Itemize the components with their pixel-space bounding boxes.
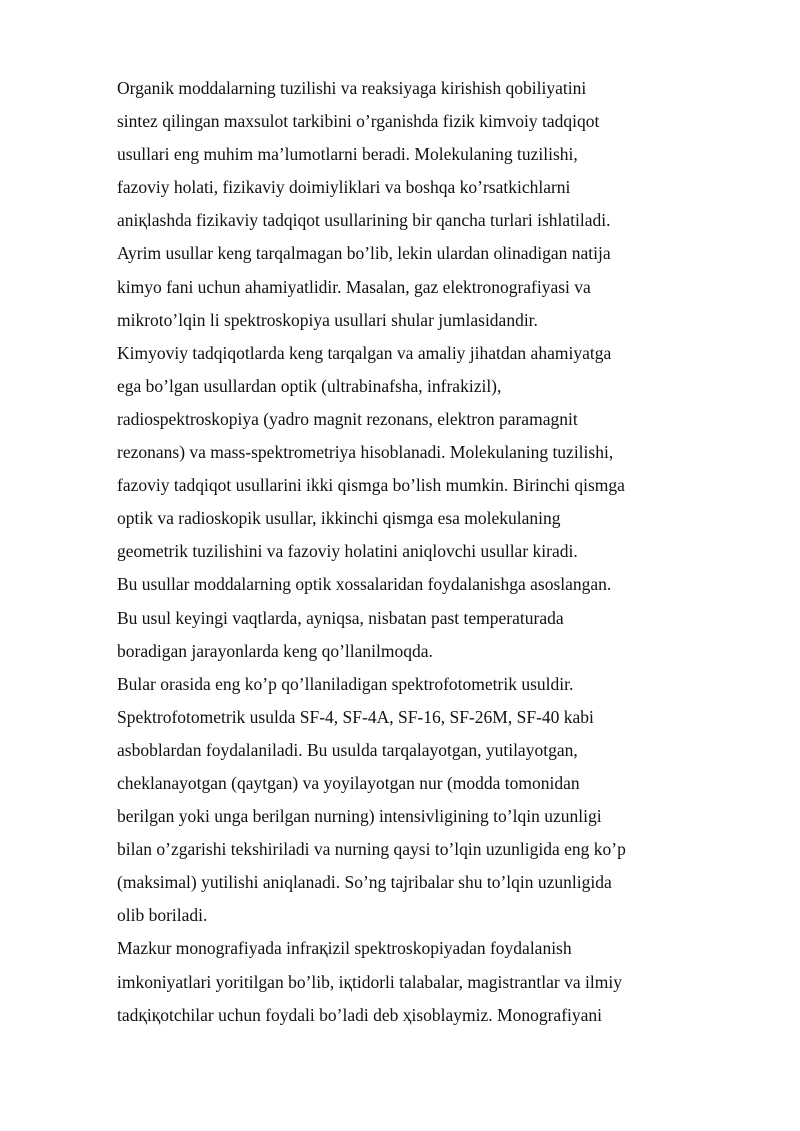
text-line: fazoviy holati, fizikaviy doimiyliklari va boshqa ko’rsatkichlarni [117,177,571,198]
text-line: (maksimal) yutilishi aniqlanadi. So’ng tajribalar shu to’lqin uzunligida [117,872,612,893]
text-line: Organik moddalarning tuzilishi va reaksiyaga kirishish qobiliyatini [117,78,587,98]
text-line: aniқlashda fizikaviy tadqiqot usullarining bir qancha turlari ishlatiladi. [117,210,611,231]
text-line: rezonans) va mass-spektrometriya hisoblanadi. Molekulaning tuzilishi, [117,442,614,463]
text-line: Bu usul keyingi vaqtlarda, ayniqsa, nisbatan past temperaturada [117,607,564,628]
text-line: cheklanayotgan (qaytgan) va yoyilayotgan nur (modda tomonidan [117,772,580,793]
text-line: asboblardan foydalaniladi. Bu usulda tarqalayotgan, yutilayotgan, [117,739,578,760]
text-line: berilgan yoki unga berilgan nurning) intensivligining to’lqin uzunligi [117,806,602,827]
text-line: radiospektroskopiya (yadro magnit rezonans, elektron paramagnit [117,408,578,429]
text-line: sintez qilingan maxsulot tarkibini o’rganishda fizik kimvoiy tadqiqot [117,111,600,132]
text-line: imkoniyatlari yoritilgan bo’lib, iқtidorli talabalar, magistrantlar va ilmiy [117,971,622,992]
text-line: Bular orasida eng ko’p qo’llaniladigan spektrofotometrik usuldir. [117,673,574,694]
text-line: Spektrofotometrik usulda SF-4, SF-4A, SF-16, SF-26M, SF-40 kabi [117,706,594,727]
text-line: kimyo fani uchun ahamiyatlidir. Masalan, gaz elektronografiyasi va [117,276,591,297]
text-line: fazoviy tadqiqot usullarini ikki qismga bo’lish mumkin. Birinchi qismga [117,475,625,496]
text-line: Kimyoviy tadqiqotlarda keng tarqalgan va amaliy jihatdan ahamiyatga [117,342,612,363]
text-line: Mazkur monografiyada infraқizil spektroskopiyadan foydalanish [117,938,572,959]
text-line: optik va radioskopik usullar, ikkinchi qismga esa molekulaning [117,508,561,529]
text-line: Bu usullar moddalarning optik xossalaridan foydalanishga asoslangan. [117,574,612,595]
text-line: mikroto’lqin li spektroskopiya usullari shular jumlasidandir. [117,309,538,330]
text-line: usullari eng muhim ma’lumotlarni beradi. Molekulaning tuzilishi, [117,144,578,165]
text-line: boradigan jarayonlarda keng qo’llanilmoqda. [117,640,433,661]
text-line: tadқiқotchilar uchun foydali bo’ladi deb ҳisoblaymiz. Monografiyani [117,1004,603,1025]
text-line: bilan o’zgarishi tekshiriladi va nurning qaysi to’lqin uzunligida eng ko’p [117,839,626,860]
text-line: Ayrim usullar keng tarqalmagan bo’lib, lekin ulardan olinadigan natija [117,243,611,264]
text-line: olib boriladi. [117,905,208,926]
text-line: geometrik tuzilishini va fazoviy holatini aniqlovchi usullar kiradi. [117,541,578,562]
body-text [117,72,757,1032]
text-line: ega bo’lgan usullardan optik (ultrabinafsha, infrakizil), [117,375,502,396]
